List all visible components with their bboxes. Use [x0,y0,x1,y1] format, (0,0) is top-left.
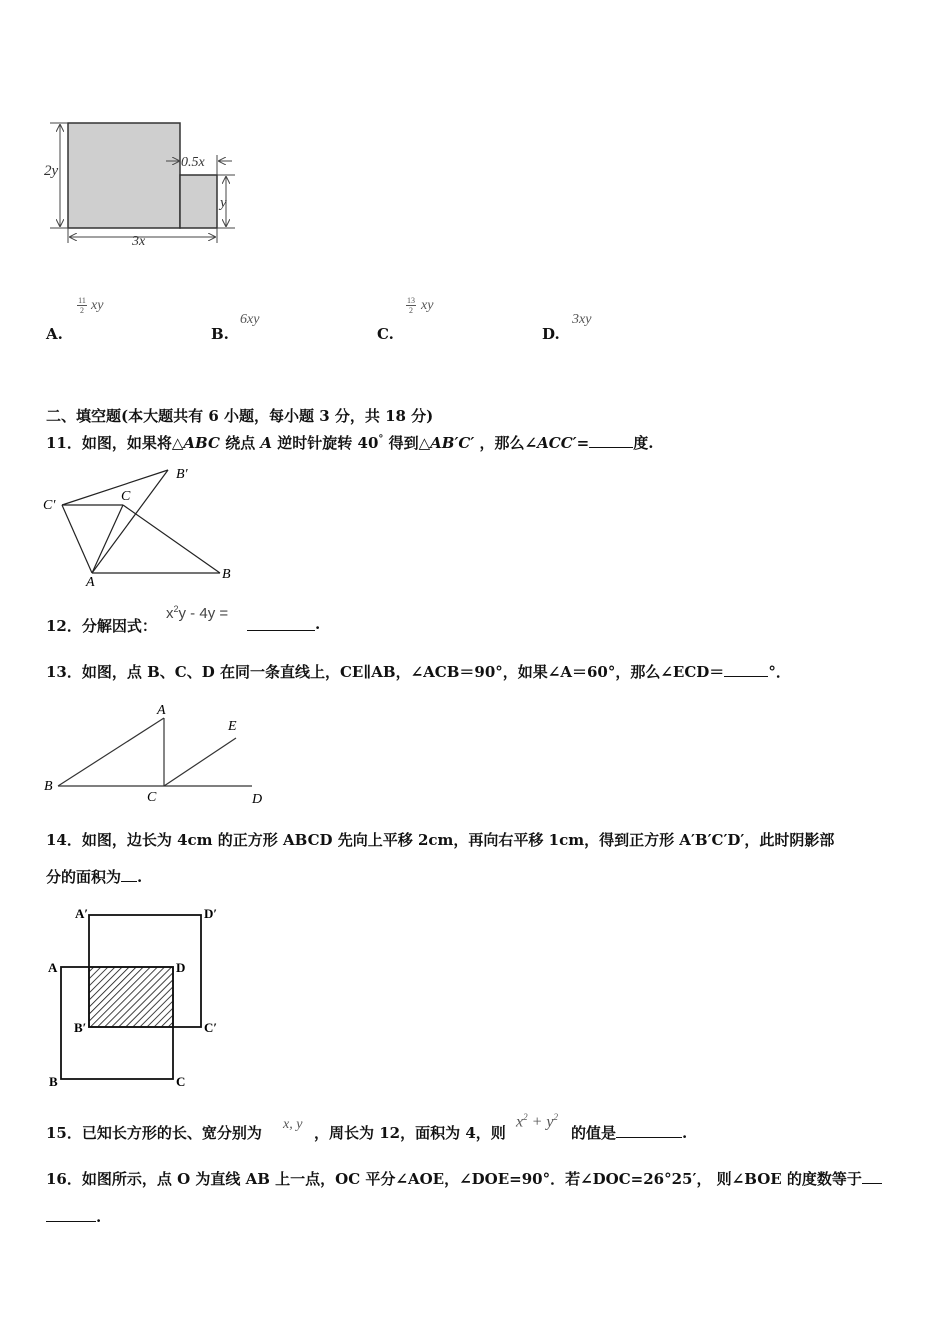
q15-answer-blank[interactable] [616,1123,682,1138]
q16-number: 16． [46,1170,82,1188]
q14-answer-blank[interactable] [121,867,137,882]
q13-number: 13． [46,663,82,681]
q14-label-c: C [176,1074,186,1089]
q11-label-b-prime: B′ [176,467,188,482]
q13-label-e: E [228,719,237,734]
q16-answer-blank[interactable] [46,1207,96,1222]
q15-expression: $x^2 + y^2$ [516,1112,559,1131]
q10-small-rect [180,175,217,228]
q14-figure [40,900,240,1095]
option-a-value: xy [91,298,104,313]
section-heading: 二、填空题(本大题共有 6 小题，每小题 3 分，共 18 分) [46,407,434,425]
question-11: 11．如图，如果将△ABC 绕点 A 逆时针旋转 40° 得到△AB′C′ ，那么∠ACC′= 度. [46,434,654,452]
q14-label-d-prime: D′ [204,906,218,921]
q11-label-b: B [222,567,231,582]
option-d-label[interactable]: D. [542,325,560,343]
q14-label-a-prime: A′ [75,906,89,921]
question-16-line2: . [46,1207,101,1226]
question-13: 13．如图，点 B、C、D 在同一条直线上，CE∥AB，∠ACB＝90°，如果∠A＝60°，那么∠ECD＝ °． [46,663,791,681]
q14-label-b: B [49,1074,58,1089]
q11-label-c: C [121,489,131,504]
q15-xy: x, y [283,1117,303,1132]
q10-label-y: y [220,195,227,211]
option-b-label[interactable]: B. [211,325,229,343]
question-14-line1: 14．如图，边长为 4cm 的正方形 ABCD 先向上平移 2cm，再向右平移 1cm，得到正方形 A′B′C′D′，此时阴影部 [46,831,835,849]
option-c-value: xy [421,298,434,313]
q14-shaded-area [89,967,173,1027]
question-16-line1: 16．如图所示，点 O 为直线 AB 上一点，OC 平分∠AOE，∠DOE=90°．若∠DOC=26°25′， 则∠BOE 的度数等于 [46,1168,882,1189]
q10-label-3x: 3x [132,234,146,249]
option-a-numerator: 11 [78,296,86,305]
option-a-label[interactable]: A. [46,325,63,343]
option-c-numerator: 13 [407,296,415,305]
q12-expression: $x^2y - 4y$ = [166,604,229,622]
q10-big-rect [68,123,180,228]
q11-number: 11． [46,434,82,452]
option-c-label[interactable]: C. [377,325,394,343]
question-14-line2: 分的面积为 . [46,868,143,886]
q14-label-c-prime: C′ [204,1020,218,1035]
q13-label-a: A [157,703,166,718]
q14-number: 14． [46,831,82,849]
q10-label-2y: 2y [44,163,59,179]
q14-label-b-prime: B′ [74,1020,87,1035]
option-b-value: 6xy [240,312,260,327]
q13-label-c: C [147,790,157,805]
q13-label-d: D [252,792,263,807]
q13-figure [40,700,280,810]
q11-figure [40,462,250,590]
q13-answer-blank[interactable] [724,662,768,677]
q12-answer-blank[interactable] [247,616,315,631]
question-12: 12．分解因式： [46,617,157,635]
q10-label-05x: 0.5x [181,155,205,170]
q16-answer-blank-start[interactable] [862,1169,882,1184]
q10-figure [40,115,250,250]
option-a-denominator: 2 [80,306,84,315]
q11-label-c-prime: C′ [43,498,56,513]
option-c-denominator: 2 [409,306,413,315]
q11-label-a: A [86,575,95,590]
q14-label-d: D [176,960,186,975]
q11-answer-blank[interactable] [589,433,633,448]
q12-number: 12． [46,617,82,635]
q13-label-b: B [44,779,53,794]
q15-number: 15． [46,1124,82,1142]
q14-label-a: A [48,960,58,975]
question-15: 15．已知长方形的长、宽分别为 [46,1124,262,1142]
option-d-value: 3xy [572,312,592,327]
